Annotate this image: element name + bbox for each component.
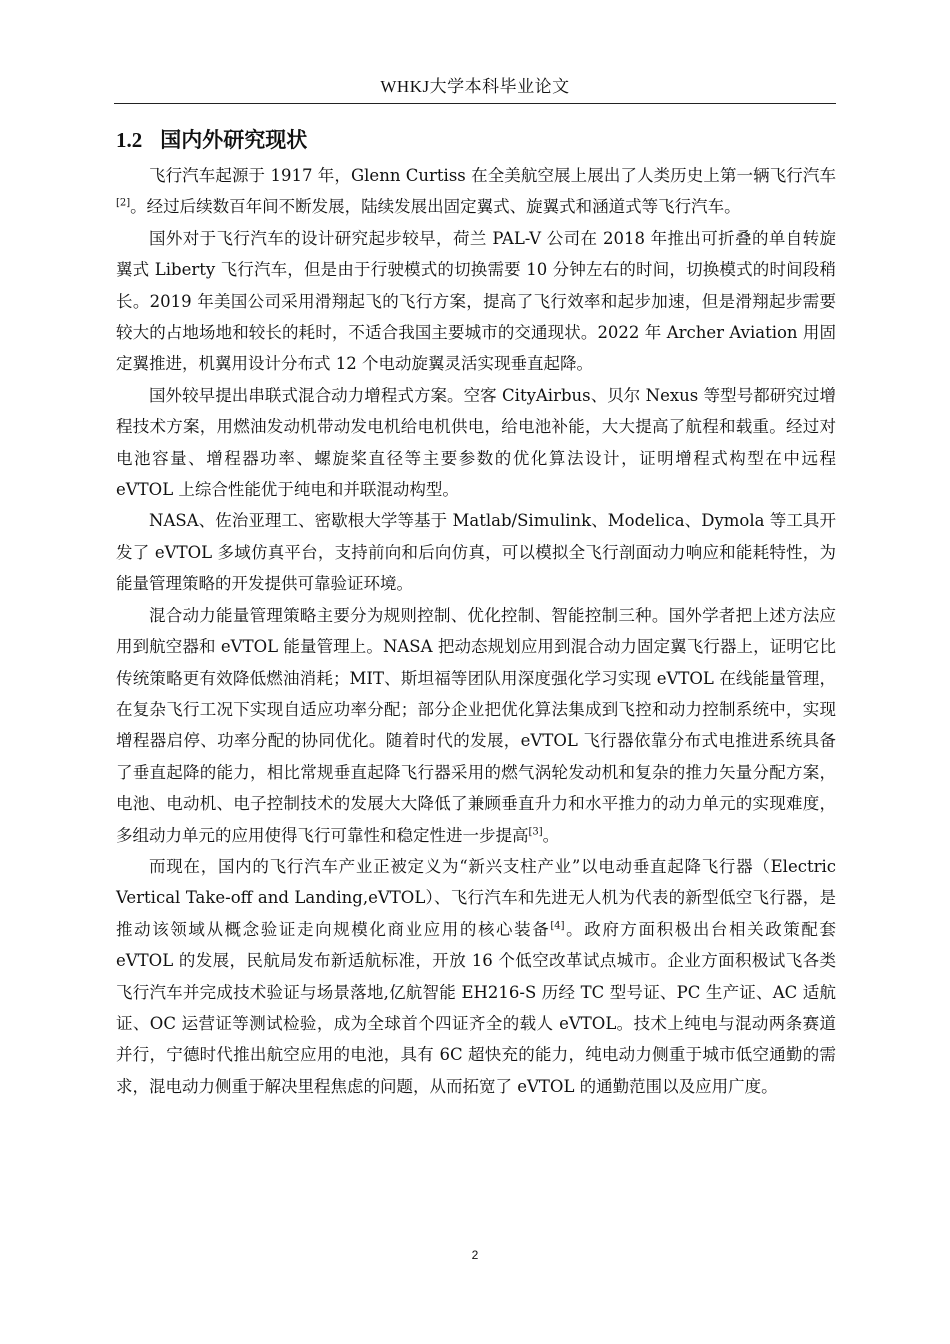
paragraph-4: [116, 505, 836, 599]
page-number: 2: [471, 1248, 479, 1262]
paragraph-text: NASA、佐治亚理工、密歇根大学等基于 Matlab/Simulink、Modelica、Dymola 等工具开发了 eVTOL 多域仿真平台，支持前向和后向仿真，可以模拟全飞行剖面动力响应和能耗特性，为能量管理策略的开发提供可靠验证环境。: [116, 511, 836, 594]
paragraph-1: [116, 160, 836, 223]
paragraph-text: 而现在，国内的飞行汽车产业正被定义为“新兴支柱产业”以电动垂直起降飞行器（Electric Vertical Take-off and Landing,eVTOL）、飞行汽车和先进无人机为代表的新型低空飞行器，是推动该领域从概念验证走向规模化商业应用的核心装备: [116, 856, 836, 939]
paragraph-text: 国外较早提出串联式混合动力增程式方案。空客 CityAirbus、贝尔 Nexus 等型号都研究过增程技术方案，用燃油发动机带动发电机给电机供电，给电池补能，大大提高了航程和载重。经过对电池容量、增程器功率、螺旋桨直径等主要参数的优化算法设计，证明增程式构型在中远程 eVTOL 上综合性能优于纯电和并联混动构型。: [116, 385, 836, 500]
running-header: WHKJ大学本科毕业论文: [380, 77, 570, 96]
body-text: [116, 160, 836, 1102]
paragraph-text: 。: [542, 825, 560, 845]
citation: [2]: [116, 197, 131, 209]
header-rule: [114, 103, 836, 104]
paragraph-5: [116, 600, 836, 851]
paragraph-text: 国外对于飞行汽车的设计研究起步较早，荷兰 PAL-V 公司在 2018 年推出可折叠的单自转旋翼式 Liberty 飞行汽车，但是由于行驶模式的切换需要 10 分钟左右的时间，切换模式的时间段稍长。2019 年美国公司采用滑翔起飞的飞行方案，提高了飞行效率和起步加速，但是滑翔起步需要较大的占地场地和较长的耗时，不适合我国主要城市的交通现状。2022 年 Archer Aviation 用固定翼推进，机翼用设计分布式 12 个电动旋翼灵活实现垂直起降。: [116, 228, 836, 374]
paragraph-3: [116, 380, 836, 506]
paragraph-text: 飞行汽车起源于 1917 年，Glenn Curtiss 在全美航空展上展出了人类历史上第一辆飞行汽车: [149, 166, 836, 185]
paragraph-text: 。经过后续数百年间不断发展，陆续发展出固定翼式、旋翼式和涵道式等飞行汽车。: [130, 197, 741, 217]
section-heading: [116, 124, 307, 154]
paragraph-text: 。政府方面积极出台相关政策配套 eVTOL 的发展，民航局发布新适航标准，开放 16 个低空改革试点城市。企业方面积极试飞各类飞行汽车并完成技术验证与场景落地,亿航智能 EH216-S 历经 TC 型号证、PC 生产证、AC 适航证、OC 运营证等测试检验，成为全球首个四证齐全的载人 eVTOL。技术上纯电与混动两条赛道并行，宁德时代推出航空应用的电池，具有 6C 超快充的能力，纯电动力侧重于城市低空通勤的需求，混电动力侧重于解决里程焦虑的问题，从而拓宽了 eVTOL 的通勤范围以及应用广度。: [116, 919, 837, 1096]
section-title: 国内外研究现状: [160, 128, 308, 152]
paragraph-text: 混合动力能量管理策略主要分为规则控制、优化控制、智能控制三种。国外学者把上述方法应用到航空器和 eVTOL 能量管理上。NASA 把动态规划应用到混合动力固定翼飞行器上，证明它比传统策略更有效降低燃油消耗；MIT、斯坦福等团队用深度强化学习实现 eVTOL 在线能量管理，在复杂飞行工况下实现自适应功率分配；部分企业把优化算法集成到飞控和动力控制系统中，实现增程器启停、功率分配的协同优化。随着时代的发展，eVTOL 飞行器依靠分布式电推进系统具备了垂直起降的能力，相比常规垂直起降飞行器采用的燃气涡轮发动机和复杂的推力矢量分配方案，电池、电动机、电子控制技术的发展大大降低了兼顾垂直升力和水平推力的动力单元的实现难度，多组动力单元的应用使得飞行可靠性和稳定性进一步提高: [116, 605, 836, 845]
citation: [4]: [550, 920, 565, 932]
paragraph-2: [116, 223, 836, 380]
citation: [3]: [528, 826, 543, 838]
paragraph-6: [116, 851, 836, 1102]
section-number: 1.2: [116, 128, 143, 152]
